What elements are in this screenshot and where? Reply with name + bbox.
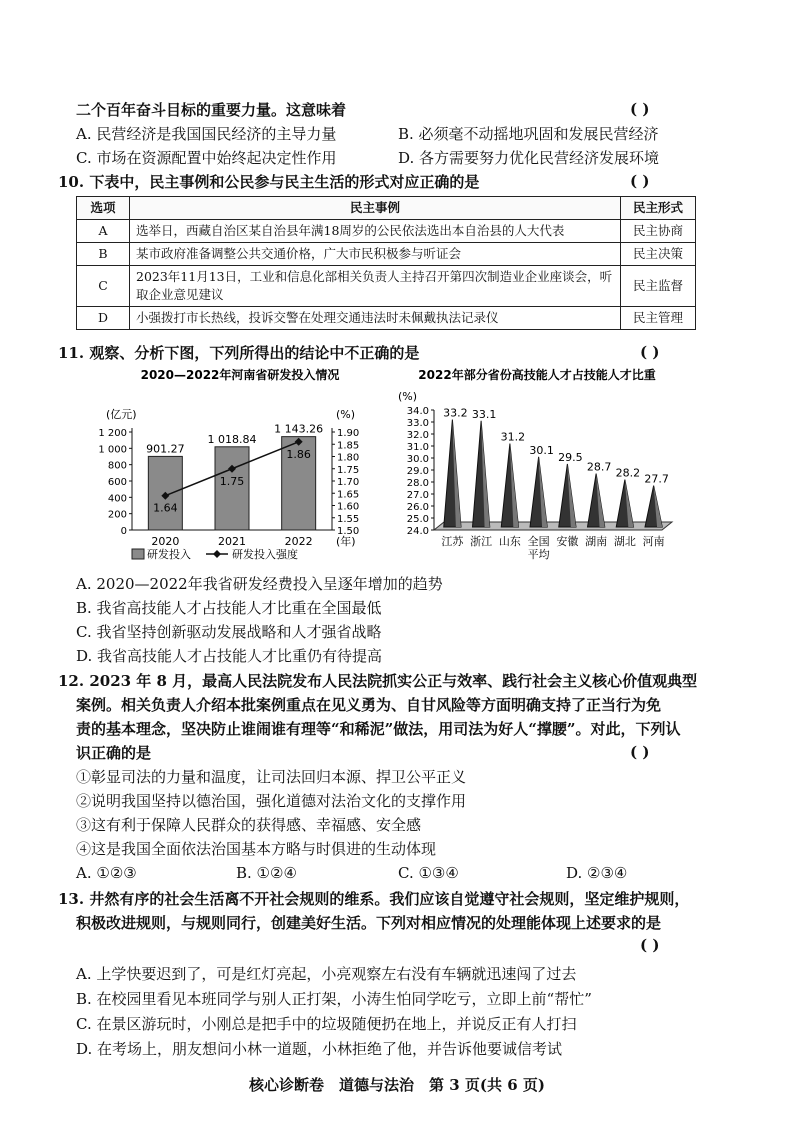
spike-value-label: 30.1 — [529, 443, 554, 457]
spike-value-label: 33.2 — [443, 406, 468, 420]
bar — [215, 447, 249, 530]
q12-item-2: ②说明我国坚持以德治国，强化道德对法治文化的支撑作用 — [76, 792, 467, 810]
y-tick-label: 1 200 — [98, 428, 127, 439]
table-cell: A — [77, 220, 130, 243]
q11-stem: 11. 观察、分析下图，下列所得出的结论中不正确的是 — [58, 344, 420, 362]
q13-stem-line1: 13. 井然有序的社会生活离不开社会规则的维系。我们应该自觉遵守社会规则，坚定维护规则， — [58, 890, 690, 908]
y-tick-label: 600 — [107, 477, 127, 488]
q13-option-c: C. 在景区游玩时，小刚总是把手中的垃圾随便扔在地上，并说反正有人打扫 — [76, 1015, 577, 1033]
x-tick-label: 湖北 — [613, 535, 636, 548]
q12-item-3: ③这有利于保障人民群众的获得感、幸福感、安全感 — [76, 816, 422, 834]
q13-option-a: A. 上学快要迟到了，可是红灯亮起，小亮观察左右没有车辆就迅速闯了过去 — [76, 965, 577, 983]
table-header-row — [77, 197, 696, 220]
q13-stem-line2: 积极改进规则，与规则同行，创建美好生活。下列对相应情况的处理能体现上述要求的是 — [76, 914, 662, 932]
x-tick-label: 湖南 — [585, 535, 608, 548]
y-tick-label: 25.0 — [406, 514, 429, 525]
legend-line-marker — [213, 550, 221, 558]
y2-tick-label: 1.50 — [337, 526, 360, 537]
bar-value-label: 901.27 — [146, 442, 185, 456]
y-tick-label: 400 — [107, 493, 127, 505]
bar-value-label: 1 018.84 — [207, 432, 257, 446]
q9-stem-tail: 二个百年奋斗目标的重要力量。这意味着 — [76, 101, 347, 119]
high-skill-ratio-chart — [392, 362, 682, 572]
x-tick-label: 全国 — [527, 535, 550, 548]
y2-tick-label: 1.85 — [337, 440, 360, 452]
q12-option-a: A. ①②③ — [76, 864, 137, 882]
q12-stem-line1: 12. 2023 年 8 月，最高人民法院发布人民法院抓实公正与效率、践行社会主义核心价值观典型 — [58, 672, 698, 690]
q11-option-d: D. 我省高技能人才占技能人才比重仍有待提高 — [76, 647, 383, 665]
y-tick-label: 30.0 — [406, 454, 429, 465]
y-tick-label: 34.0 — [406, 406, 429, 417]
q11-answer-paren: ( ) — [640, 343, 660, 361]
y2-tick-label: 1.65 — [337, 489, 360, 501]
spike-value-label: 33.1 — [471, 407, 497, 421]
y-tick-label: 27.0 — [406, 490, 429, 501]
y2-axis-label: (%) — [336, 408, 356, 421]
y2-tick-label: 1.80 — [337, 452, 360, 464]
y2-tick-label: 1.90 — [337, 428, 360, 439]
y-tick-label: 200 — [107, 509, 127, 521]
q13-answer-paren: ( ) — [640, 936, 660, 954]
y-tick-label: 32.0 — [406, 430, 429, 441]
intensity-value-label: 1.86 — [286, 447, 311, 461]
x-axis-label: (年) — [336, 535, 356, 548]
y-tick-label: 0 — [120, 526, 127, 537]
q13-option-d: D. 在考场上，朋友想问小林一道题，小林拒绝了他，并告诉他要诚信考试 — [76, 1040, 563, 1058]
q12-stem-line3: 责的基本理念，坚决防止谁闹谁有理等“和稀泥”做法，用司法为好人“撑腰”。对此，下列认 — [76, 720, 681, 738]
x-tick-label: 2021 — [218, 535, 246, 548]
q10-stem: 10. 下表中，民主事例和公民参与民主生活的形式对应正确的是 — [58, 173, 480, 191]
legend-bar-label: 研发投入 — [147, 548, 191, 561]
table-cell: B — [77, 243, 130, 266]
legend-bar-swatch — [132, 549, 144, 559]
table-row — [77, 220, 696, 243]
q12-answer-paren: ( ) — [630, 743, 650, 761]
y-tick-label: 31.0 — [406, 442, 429, 453]
table-row — [77, 307, 696, 330]
table-cell: 小强拨打市长热线，投诉交警在处理交通违法时未佩戴执法记录仪 — [130, 307, 621, 330]
q10-table — [76, 196, 696, 330]
q12-stem-line4: 识正确的是 — [76, 744, 152, 762]
chart-title: 2022年部分省份高技能人才占技能人才比重 — [418, 368, 656, 382]
q9-option-a: A. 民营经济是我国国民经济的主导力量 — [76, 125, 337, 143]
intensity-value-label: 1.64 — [153, 501, 178, 515]
q12-option-b: B. ①②④ — [236, 864, 297, 882]
q11-option-c: C. 我省坚持创新驱动发展战略和人才强省战略 — [76, 623, 382, 641]
y2-tick-label: 1.70 — [337, 477, 360, 488]
x-tick-label: 江苏 — [441, 535, 464, 548]
y-axis-label: (亿元) — [106, 408, 137, 421]
x-tick-label: 浙江 — [470, 535, 493, 548]
table-cell: 民主监督 — [621, 266, 696, 307]
y-tick-label: 29.0 — [406, 466, 429, 477]
spike-value-label: 31.2 — [500, 430, 526, 444]
chart-title: 2020—2022年河南省研发投入情况 — [140, 368, 340, 382]
x-tick-label: 2022 — [284, 535, 313, 548]
y-axis-label: (%) — [398, 390, 418, 403]
table-cell: 民主决策 — [621, 243, 696, 266]
q12-option-d: D. ②③④ — [566, 864, 628, 882]
spike-value-label: 29.5 — [558, 451, 583, 464]
bar-value-label: 1 143.26 — [274, 422, 324, 436]
table-header-case: 民主事例 — [130, 197, 621, 220]
table-cell: 2023年11月13日，工业和信息化部相关负责人主持召开第四次制造业企业座谈会，听取企业意见建议 — [130, 266, 621, 307]
x-tick-label: 平均 — [527, 548, 550, 561]
table-row — [77, 243, 696, 266]
y-tick-label: 28.0 — [406, 478, 429, 489]
table-row — [77, 266, 696, 307]
q12-stem-line2: 案例。相关负责人介绍本批案例重点在见义勇为、自甘风险等方面明确支持了正当行为免 — [76, 696, 662, 714]
q9-option-b: B. 必须毫不动摇地巩固和发展民营经济 — [398, 125, 659, 143]
y-tick-label: 24.0 — [406, 526, 429, 537]
chart-floor — [434, 522, 672, 530]
y-tick-label: 1 000 — [98, 444, 127, 456]
y-tick-label: 33.0 — [406, 418, 429, 429]
y2-tick-label: 1.60 — [337, 501, 360, 513]
y-tick-label: 800 — [107, 460, 127, 472]
table-cell: D — [77, 307, 130, 330]
q12-item-1: ①彰显司法的力量和温度，让司法回归本源、捍卫公平正义 — [76, 768, 467, 786]
x-tick-label: 山东 — [498, 535, 521, 548]
q12-option-c: C. ①③④ — [398, 864, 459, 882]
rd-investment-chart — [80, 362, 400, 572]
q9-answer-paren: ( ) — [630, 100, 650, 118]
table-header-option: 选项 — [77, 197, 130, 220]
q11-option-a: A. 2020—2022年我省研发经费投入呈逐年增加的趋势 — [76, 575, 443, 593]
x-tick-label: 安徽 — [556, 535, 579, 548]
y2-tick-label: 1.55 — [337, 513, 360, 525]
q9-option-c: C. 市场在资源配置中始终起决定性作用 — [76, 149, 337, 167]
q12-item-4: ④这是我国全面依法治国基本方略与时俱进的生动体现 — [76, 840, 437, 858]
table-header-form: 民主形式 — [621, 197, 696, 220]
legend-line-label: 研发投入强度 — [232, 548, 298, 561]
table-cell: 民主管理 — [621, 307, 696, 330]
table-cell: C — [77, 266, 130, 307]
q9-option-d: D. 各方需要努力优化民营经济发展环境 — [398, 149, 660, 167]
spike-value-label: 28.2 — [615, 466, 641, 480]
spike-value-label: 28.7 — [586, 460, 612, 474]
table-cell: 选举日，西藏自治区某自治县年满18周岁的公民依法选出本自治县的人大代表 — [130, 220, 621, 243]
q10-answer-paren: ( ) — [630, 172, 650, 190]
x-tick-label: 2020 — [151, 535, 180, 548]
y-tick-label: 26.0 — [406, 502, 429, 513]
y2-tick-label: 1.75 — [337, 464, 360, 476]
q11-option-b: B. 我省高技能人才占技能人才比重在全国最低 — [76, 599, 382, 617]
table-cell: 某市政府准备调整公共交通价格，广大市民积极参与听证会 — [130, 243, 621, 266]
table-cell: 民主协商 — [621, 220, 696, 243]
page-footer: 核心诊断卷 道德与法治 第 3 页(共 6 页) — [249, 1076, 545, 1094]
q13-option-b: B. 在校园里看见本班同学与别人正打架，小涛生怕同学吃亏，立即上前“帮忙” — [76, 990, 592, 1008]
x-tick-label: 河南 — [642, 535, 665, 548]
intensity-value-label: 1.75 — [219, 474, 245, 488]
spike-value-label: 27.7 — [644, 472, 669, 486]
